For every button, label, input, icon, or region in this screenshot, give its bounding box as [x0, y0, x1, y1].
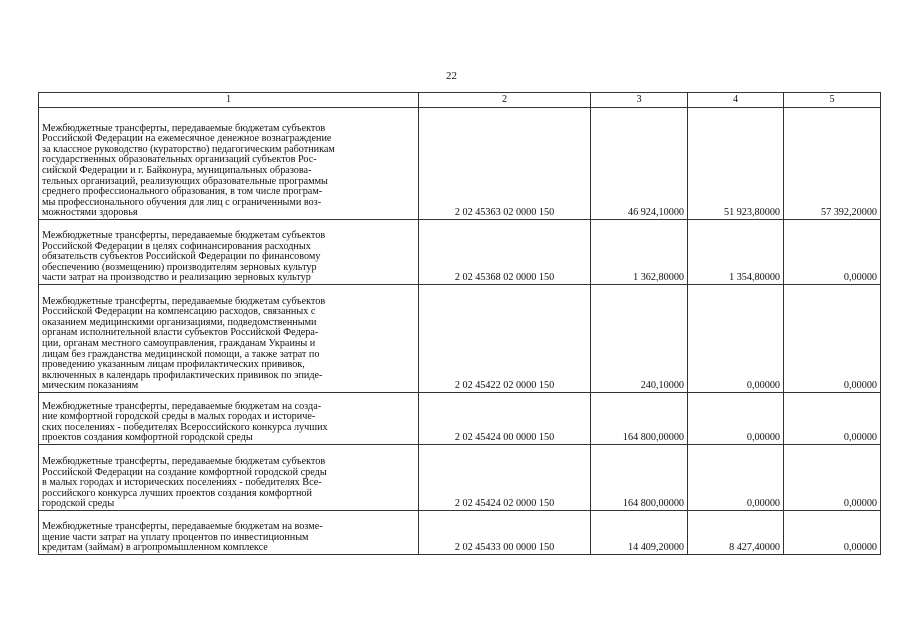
column-header-1: 1 [39, 93, 419, 108]
description-line: обеспечению (возмещению) производителям зерновых культур [42, 261, 317, 273]
description-line: Межбюджетные трансферты, передаваемые бюджетам на созда- [42, 400, 322, 412]
table-row [39, 285, 881, 393]
description-line: Межбюджетные трансферты, передаваемые бюджетам субъектов [42, 122, 326, 134]
description-line: ских поселениях - победителях Всероссийского конкурса лучших [42, 421, 328, 433]
description-line: можностями здоровья [42, 207, 138, 219]
table-row [39, 445, 881, 511]
value-cell-col4: 0,00000 [688, 393, 784, 445]
description-line: органам исполнительной власти субъектов Российской Федера- [42, 327, 319, 339]
description-line: Российской Федерации на создание комфортной городской среды [42, 466, 327, 478]
description-cell [39, 445, 419, 511]
description-line: Межбюджетные трансферты, передаваемые бюджетам субъектов [42, 230, 326, 242]
value-cell-col4: 0,00000 [688, 445, 784, 511]
code-cell: 2 02 45363 02 0000 150 [419, 108, 591, 220]
description-line: Российской Федерации на компенсацию расходов, связанных с [42, 306, 316, 318]
value-cell-col4: 0,00000 [688, 285, 784, 393]
header-row [39, 93, 881, 108]
description-line: в малых городах и исторических поселениях - победителях Все- [42, 477, 322, 489]
value-cell-col4: 51 923,80000 [688, 108, 784, 220]
description-line: части затрат на производство и реализацию зерновых культур [42, 272, 311, 284]
description-line: обязательств субъектов Российской Федерации по финансовому [42, 251, 321, 263]
description-line: сийской Федерации и г. Байконура, муниципальных образова- [42, 165, 312, 177]
description-line: включенных в календарь профилактических прививок по эпиде- [42, 369, 323, 381]
column-header-3: 3 [591, 93, 688, 108]
description-line: Межбюджетные трансферты, передаваемые бюджетам субъектов [42, 295, 326, 307]
code-cell: 2 02 45424 00 0000 150 [419, 393, 591, 445]
description-line: государственных образовательных организаций субъектов Рос- [42, 154, 317, 166]
description-cell [39, 285, 419, 393]
description-line: за классное руководство (кураторство) педагогическим работникам [42, 143, 335, 155]
description-line: проектов создания комфортной городской среды [42, 432, 253, 444]
description-line: оказанием медицинскими организациями, подведомственными [42, 316, 317, 328]
value-cell-col5: 0,00000 [784, 220, 881, 285]
description-line: Межбюджетные трансферты, передаваемые бюджетам на возме- [42, 521, 323, 533]
description-line: проведению указанным лицам профилактических прививок, [42, 359, 305, 371]
code-cell: 2 02 45433 00 0000 150 [419, 511, 591, 555]
value-cell-col3: 240,10000 [591, 285, 688, 393]
value-cell-col3: 46 924,10000 [591, 108, 688, 220]
description-line: мы профессионального обучения для лиц с ограниченными воз- [42, 196, 322, 208]
value-cell-col5: 0,00000 [784, 285, 881, 393]
description-cell [39, 511, 419, 555]
description-line: Российской Федерации в целях софинансирования расходных [42, 240, 311, 252]
column-header-5: 5 [784, 93, 881, 108]
table-row [39, 108, 881, 220]
value-cell-col5: 0,00000 [784, 393, 881, 445]
description-line: городской среды [42, 498, 115, 510]
value-cell-col3: 1 362,80000 [591, 220, 688, 285]
budget-table [38, 92, 881, 555]
column-header-4: 4 [688, 93, 784, 108]
description-line: щение части затрат на уплату процентов по инвестиционным [42, 531, 309, 543]
value-cell-col5: 0,00000 [784, 511, 881, 555]
description-line: тельных организаций, реализующих образовательные программы [42, 175, 328, 187]
table-row [39, 393, 881, 445]
description-line: кредитам (займам) в агропромышленном комплексе [42, 542, 268, 554]
description-line: Межбюджетные трансферты, передаваемые бюджетам субъектов [42, 456, 326, 468]
code-cell: 2 02 45368 02 0000 150 [419, 220, 591, 285]
description-line: лицам без гражданства медицинской помощи, а также затрат по [42, 348, 320, 360]
description-cell [39, 393, 419, 445]
code-cell: 2 02 45422 02 0000 150 [419, 285, 591, 393]
value-cell-col3: 164 800,00000 [591, 445, 688, 511]
table-row [39, 511, 881, 555]
value-cell-col5: 57 392,20000 [784, 108, 881, 220]
description-line: Российской Федерации на ежемесячное денежное вознаграждение [42, 133, 332, 145]
description-line: российского конкурса лучших проектов создания комфортной [42, 487, 312, 499]
page-number: 22 [446, 70, 457, 82]
code-cell: 2 02 45424 02 0000 150 [419, 445, 591, 511]
description-line: ции, органам местного самоуправления, гражданам Украины и [42, 338, 316, 350]
value-cell-col5: 0,00000 [784, 445, 881, 511]
value-cell-col3: 164 800,00000 [591, 393, 688, 445]
description-line: ние комфортной городской среды в малых городах и историче- [42, 411, 316, 423]
value-cell-col3: 14 409,20000 [591, 511, 688, 555]
description-cell [39, 108, 419, 220]
table-row [39, 220, 881, 285]
value-cell-col4: 1 354,80000 [688, 220, 784, 285]
column-header-2: 2 [419, 93, 591, 108]
description-line: среднего профессионального образования, в том числе програм- [42, 186, 323, 198]
description-line: мическим показаниям [42, 380, 139, 392]
value-cell-col4: 8 427,40000 [688, 511, 784, 555]
description-cell [39, 220, 419, 285]
